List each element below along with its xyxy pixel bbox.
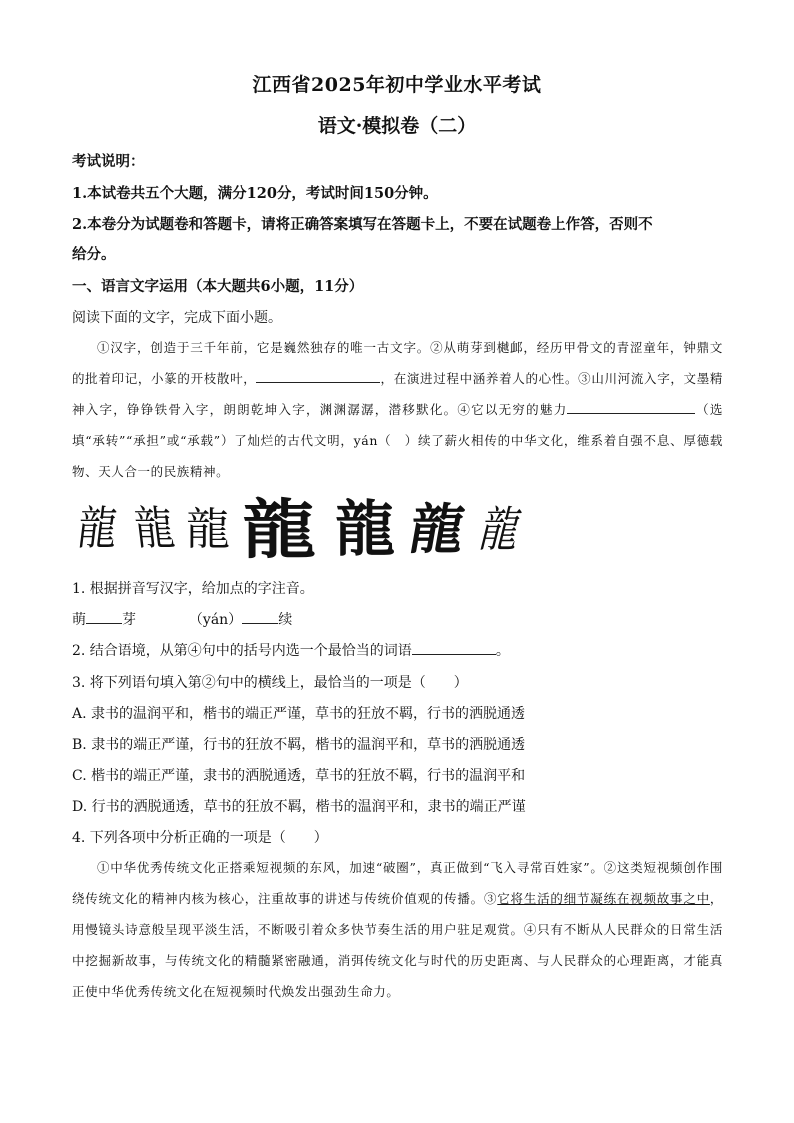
passage-2 — [72, 852, 723, 1007]
instructions-heading: 考试说明： — [72, 153, 145, 170]
instruction-item-1: 1.本试卷共五个大题，满分120分，考试时间150分钟。 — [72, 185, 438, 202]
answer-blank — [567, 399, 695, 414]
running-script-glyph: 龍 — [404, 496, 471, 561]
answer-blank — [242, 609, 278, 624]
passage-1 — [72, 332, 723, 487]
question-4: 4. 下列各项中分析正确的一项是（ ） — [72, 830, 328, 846]
option-a: A. 隶书的温润平和，楷书的端正严谨，草书的狂放不羁，行书的洒脱通透 — [72, 706, 526, 722]
regular-script-glyph: 龍 — [335, 495, 395, 565]
page-subtitle: 语文·模拟卷（二） — [317, 115, 477, 137]
question-2 — [72, 640, 510, 660]
q1-char: 芽 — [122, 612, 136, 628]
instruction-item-2-line2: 给分。 — [72, 246, 116, 263]
q1-char: 续 — [278, 612, 293, 628]
clerical-script-glyph: 龍 — [242, 494, 316, 568]
option-d: D. 行书的洒脱通透，草书的狂放不羁，楷书的温润平和，隶书的端正严谨 — [72, 799, 526, 815]
question-1: 1. 根据拼音写汉字，给加点的字注音。 — [72, 581, 314, 597]
instruction-item-2-line1: 2.本卷分为试题卷和答题卡，请将正确答案填写在答题卡上，不要在试题卷上作答，否则不 — [72, 216, 653, 233]
option-b: B. 隶书的端正严谨，行书的狂放不羁，楷书的温润平和，草书的洒脱通透 — [72, 737, 526, 753]
answer-blank — [86, 609, 122, 624]
passage1-part1: ①汉字，创造于三千年前，它是巍然独存的唯一古文字。②从萌芽到樾䘏，经历甲骨文的青涩童年，钟鼎文的批着印记，小篆的开枝散叶， — [72, 340, 723, 386]
q1-char: 萌 — [72, 612, 86, 628]
question-2-text: 2. 结合语境，从第④句中的括号内选一个最恰当的词语 — [72, 643, 412, 659]
answer-blank — [412, 640, 496, 655]
small-seal-glyph: 龍 — [186, 504, 230, 555]
passage2-part2: ，用慢镜头诗意般呈现平淡生活，不断吸引着众多快节奏生活的用户驻足观赏。④只有不断从人民群众的日常生活中挖掘新故事，与传统文化的精髓紧密融通，消弭传统文化与时代的历史距离、与人民群众的心理距离，才能真正使中华优秀传统文化在短视频时代焕发出强劲生命力。 — [72, 891, 724, 999]
section1-heading: 一、语言文字运用（本大题共6小题，11分） — [72, 278, 364, 295]
passage2-part1: ①中华优秀传统文化正搭乘短视频的东风，加速“破圈”，真正做到“飞入寻常百姓家”。②这类短视频创作围绕传统文化的精神内核为核心，注重故事的讲述与传统价值观的传播。③ — [72, 860, 723, 906]
cursive-script-glyph: 龍 — [474, 501, 528, 558]
section1-intro: 阅读下面的文字，完成下面小题。 — [72, 310, 282, 326]
seal-script-glyph: 龍 — [74, 501, 121, 555]
page-title: 江西省2025年初中学业水平考试 — [252, 74, 542, 96]
bronze-script-glyph: 龍 — [131, 501, 178, 555]
q1-pinyin: （yán） — [188, 612, 243, 628]
underlined-sentence: 它将生活的细节凝练在视频故事之中 — [497, 891, 710, 906]
option-c: C. 楷书的端正严谨，隶书的洒脱通透，草书的狂放不羁，行书的温润平和 — [72, 768, 526, 784]
calligraphy-dragon-image — [72, 488, 532, 568]
answer-blank — [256, 368, 380, 383]
question-3: 3. 将下列语句填入第②句中的横线上，最恰当的一项是（ ） — [72, 675, 468, 691]
question-1-answers — [72, 609, 292, 629]
passage1-part2: ，在演进过程中涵养着人的心性。③山川河流入字，文墨精神入字，铮铮铁骨入字，朗朗乾坤入字，渊渊潺潺，潜移默化。④它以无穷的魅力 — [72, 371, 723, 417]
passage1-part3: （选填“承转”“承担”或“承载”）了灿烂的古代文明，yán（ ）续了薪火相传的中华文化，维系着自强不息、厚德载物、天人合一的民族精神。 — [72, 402, 723, 479]
question-2-end: 。 — [495, 643, 510, 659]
